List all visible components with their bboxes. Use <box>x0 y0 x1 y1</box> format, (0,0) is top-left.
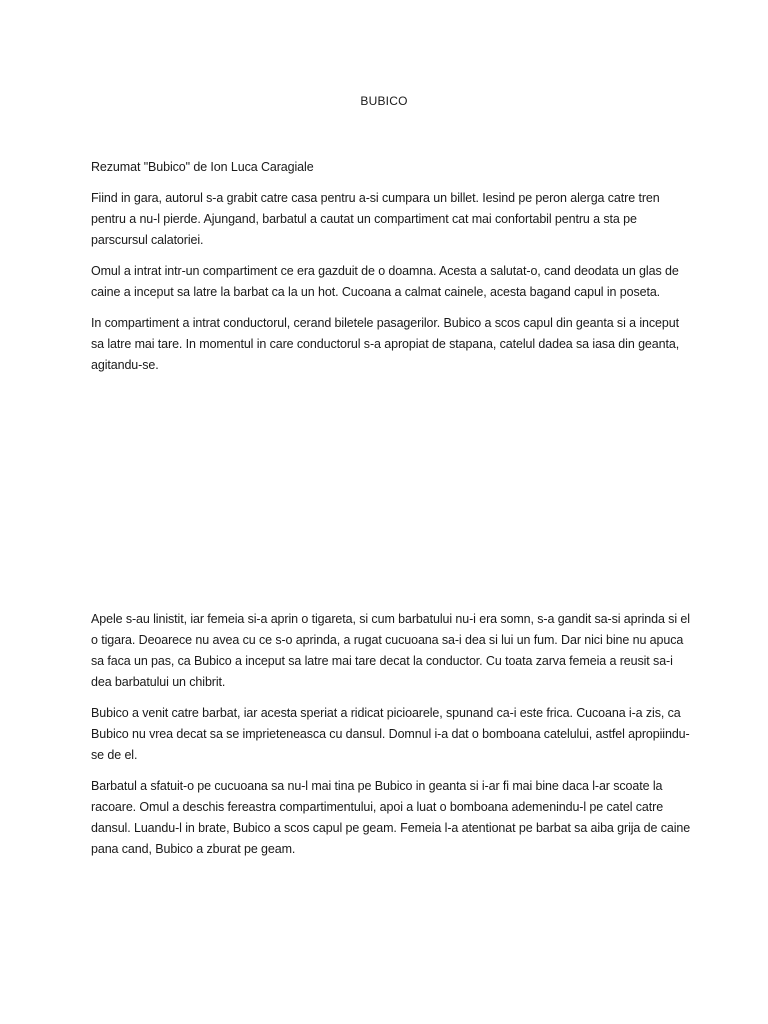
paragraph: Barbatul a sfatuit-o pe cucuoana sa nu-l mai tina pe Bubico in geanta si i-ar fi mai bine daca l-ar scoate la racoare. Omul a deschis fereastra compartimentului, apoi a luat o bomboana ademenindu-l pe catel catre dansul. Luandu-l in brate, Bubico a scos capul pe geam. Femeia l-a atentionat pe barbat sa aiba grija de caine pana cand, Bubico a zburat pe geam. <box>91 779 691 856</box>
paragraph: Apele s-au linistit, iar femeia si-a aprin o tigareta, si cum barbatului nu-i era somn, s-a gandit sa-si aprinda si el o tigara. Deoarece nu avea cu ce s-o aprinda, a rugat cucuoana sa-i dea si lui un fum. Dar nici bine nu apuca sa faca un pas, ca Bubico a inceput sa latre mai tare decat la conductor. Cu toata zarva femeia a reusit sa-i dea barbatului un chibrit. <box>91 612 690 689</box>
paragraph: In compartiment a intrat conductorul, cerand biletele pasagerilor. Bubico a scos capul din geanta si a inceput sa latre mai tare. In momentul in care conductorul s-a apropiat de stapana, catelul dadea sa iasa din geanta, agitandu-se. <box>91 316 680 372</box>
summary-heading: Rezumat "Bubico" de Ion Luca Caragiale <box>91 160 314 174</box>
paragraph: Omul a intrat intr-un compartiment ce era gazduit de o doamna. Acesta a salutat-o, cand deodata un glas de caine a inceput sa latre la barbat ca la un hot. Cucoana a calmat cainele, acesta bagand capul in poseta. <box>91 264 679 299</box>
document-title: BUBICO <box>360 94 408 108</box>
text-block-top <box>91 157 691 386</box>
text-block-bottom <box>91 609 691 870</box>
paragraph: Fiind in gara, autorul s-a grabit catre casa pentru a-si cumpara un billet. Iesind pe peron alerga catre tren pentru a nu-l pierde. Ajungand, barbatul a cautat un compartiment cat mai confortabil pentru a sta pe parscursul calatoriei. <box>91 191 660 247</box>
paragraph: Bubico a venit catre barbat, iar acesta speriat a ridicat picioarele, spunand ca-i este frica. Cucoana i-a zis, ca Bubico nu vrea decat sa se imprieteneasca cu dansul. Domnul i-a dat o bomboana catelului, astfel apropiindu-se de el. <box>91 706 690 762</box>
